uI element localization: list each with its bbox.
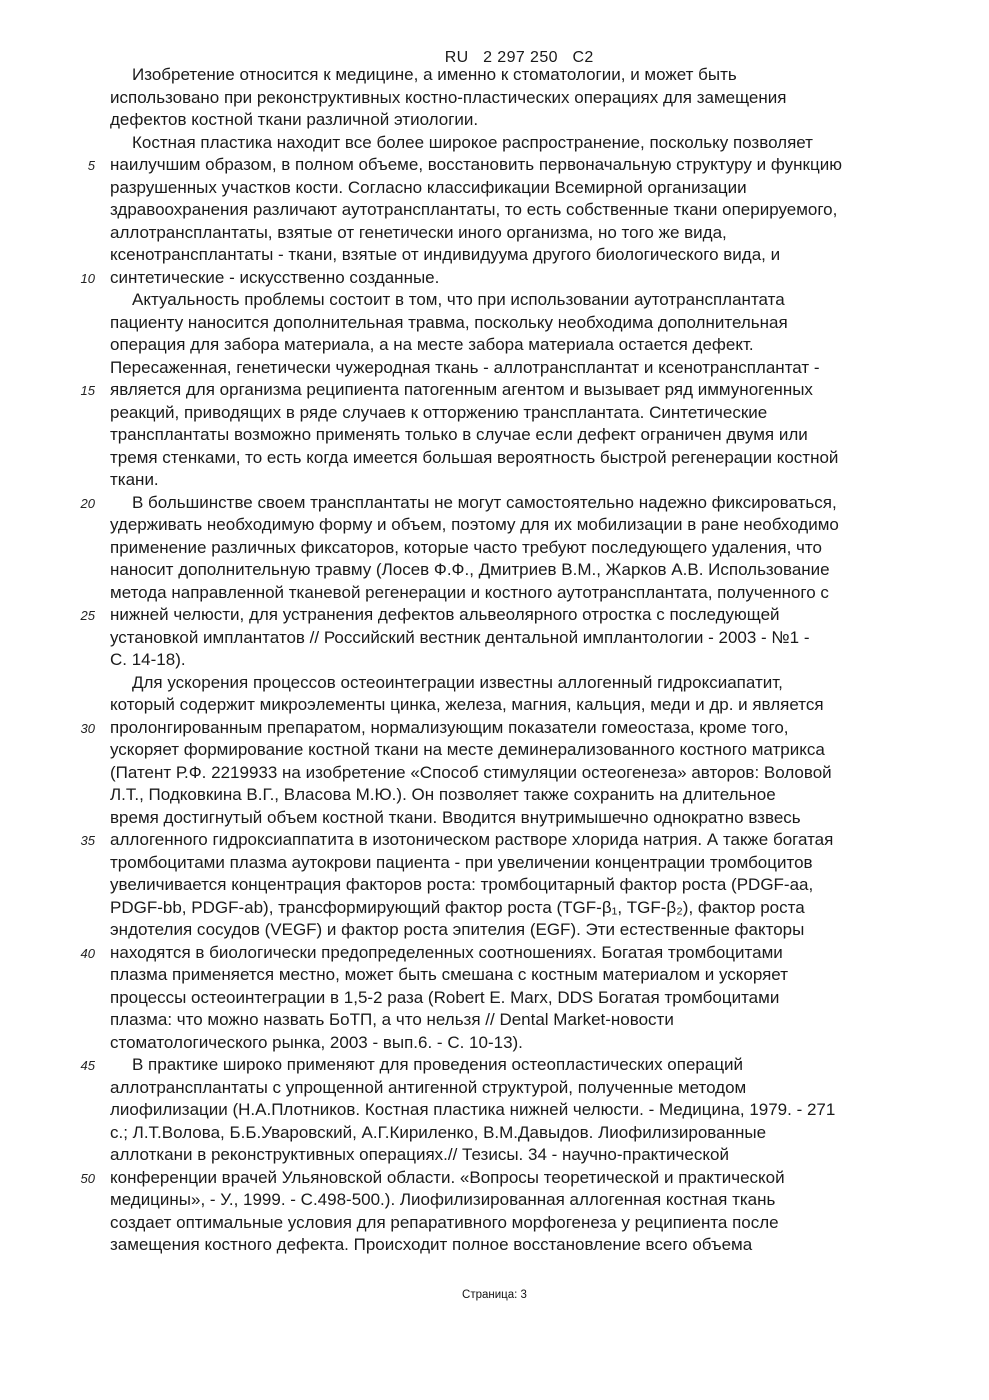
line-text: нижней челюсти, для устранения дефектов альвеолярного отростка с последующей: [110, 605, 780, 624]
line-text: который содержит микроэлементы цинка, железа, магния, кальция, меди и др. и является: [110, 695, 824, 714]
text-line: [110, 312, 892, 335]
line-text: создает оптимальные условия для репаративного морфогенеза у реципиента после: [110, 1212, 779, 1232]
text-line: [110, 87, 892, 110]
text-line: [87, 154, 892, 177]
line-number-marker: 5: [87, 158, 95, 173]
text-line: [110, 919, 892, 942]
text-line: [110, 694, 892, 717]
line-text: В большинстве своем трансплантаты не могут самостоятельно надежно фиксироваться,: [132, 492, 837, 512]
line-text: трансплантаты возможно применять только в случае если дефект ограничен двумя или: [110, 425, 808, 444]
text-line: [110, 649, 892, 672]
text-line: [80, 717, 892, 740]
text-line: [110, 109, 892, 132]
text-line: [110, 559, 892, 582]
text-line: [80, 942, 892, 965]
text-line: [80, 604, 892, 627]
text-line: [110, 289, 892, 312]
page-footer: [0, 1289, 989, 1301]
line-number-marker: 10: [80, 270, 95, 286]
line-text: В практике широко применяют для проведения остеопластических операций: [132, 1055, 744, 1074]
line-text: Для ускорения процессов остеоинтеграции известны аллогенный гидроксиапатит,: [132, 672, 783, 692]
text-line: [110, 1122, 892, 1145]
text-line: [110, 784, 892, 807]
text-line: [110, 64, 892, 87]
line-number-marker: 15: [80, 383, 95, 398]
text-line: [110, 897, 892, 920]
text-line: [110, 1032, 892, 1055]
text-line: [110, 514, 892, 537]
text-line: [110, 469, 892, 492]
line-text: аллотрансплантаты с упрощенной антигенной структурой, полученные методом: [110, 1077, 747, 1097]
line-number-marker: 40: [80, 945, 95, 961]
line-number-marker: 45: [80, 1058, 95, 1073]
text-line: [110, 177, 892, 200]
text-line: [110, 1189, 892, 1212]
line-text: аллотрансплантаты, взятые от генетически иного организма, но того же вида,: [110, 222, 727, 242]
line-number-marker: 20: [80, 495, 95, 511]
line-text: плазма применяется местно, может быть смешана с костным материалом и ускоряет: [110, 965, 788, 984]
line-text: плазма: что можно назвать БоТП, а что нельзя // Dental Market-новости: [110, 1010, 674, 1029]
text-line: [110, 987, 892, 1010]
line-number-marker: 30: [80, 720, 95, 736]
text-line: [80, 379, 892, 402]
text-line: [110, 1099, 892, 1122]
line-number-marker: 35: [80, 833, 95, 848]
line-text: увеличивается концентрация факторов роста: тромбоцитарный фактор роста (PDGF-aa,: [110, 875, 814, 894]
text-line: [110, 1234, 892, 1257]
line-text: тремя стенками, то есть когда имеется большая вероятность быстрой регенерации костной: [110, 447, 839, 467]
line-text: аллоткани в реконструктивных операциях.// Тезисы. 34 - научно-практической: [110, 1145, 729, 1164]
line-text: Актуальность проблемы состоит в том, что при использовании аутотрансплантата: [132, 290, 785, 309]
text-line: [110, 424, 892, 447]
document-text-block: [80, 64, 892, 1257]
line-text: Л.Т., Подковкина В.Г., Власова М.Ю.). Он позволяет также сохранить на длительное: [110, 785, 776, 804]
text-line: [80, 267, 892, 290]
line-text: замещения костного дефекта. Происходит полное восстановление всего объема: [110, 1235, 753, 1254]
text-line: [110, 1212, 892, 1235]
line-text: использовано при реконструктивных костно-пластических операциях для замещения: [110, 87, 787, 107]
line-text: синтетические - искусственно созданные.: [110, 267, 440, 287]
text-line: [110, 132, 892, 155]
text-line: [110, 402, 892, 425]
line-text: установкой имплантатов // Российский вестник дентальной имплантологии - 2003 - №1 -: [110, 627, 810, 647]
line-text: разрушенных участков кости. Согласно классификации Всемирной организации: [110, 177, 747, 197]
text-line: [110, 357, 892, 380]
line-text: метода направленной тканевой регенерации и костного аутотрансплантата, полученного с: [110, 582, 829, 602]
line-text: время достигнутый объем костной ткани. Вводится внутримышечно однократно взвесь: [110, 807, 801, 827]
line-text: ткани.: [110, 470, 159, 489]
line-text: стоматологического рынка, 2003 - вып.6. - С. 10-13).: [110, 1032, 523, 1052]
line-text: является для организма реципиента патогенным агентом и вызывает ряд иммуногенных: [110, 380, 813, 399]
line-text: здравоохранения различают аутотрансплантаты, то есть собственные ткани оперируемого,: [110, 200, 838, 219]
line-text: ускоряет формирование костной ткани на месте деминерализованного костного матрикса: [110, 740, 825, 759]
text-line: [110, 199, 892, 222]
page-number-label: Страница: 3: [462, 1289, 527, 1301]
text-line: [110, 874, 892, 897]
text-line: [110, 1077, 892, 1100]
line-text: процессы остеоинтеграции в 1,5-2 раза (Robert E. Marx, DDS Богатая тромбоцитами: [110, 987, 780, 1007]
line-text: PDGF-bb, PDGF-ab), трансформирующий фактор роста (TGF-β₁, TGF-β₂), фактор роста: [110, 897, 805, 917]
line-text: наилучшим образом, в полном объеме, восстановить первоначальную структуру и функцию: [110, 155, 842, 174]
line-text: Пересаженная, генетически чужеродная ткань - аллотрансплантат и ксенотрансплантат -: [110, 357, 820, 377]
line-text: операция для забора материала, а на месте забора материала остается дефект.: [110, 335, 754, 354]
text-line: [110, 627, 892, 650]
line-text: аллогенного гидроксиаппатита в изотоническом растворе хлорида натрия. А также богатая: [110, 830, 834, 849]
text-line: [110, 537, 892, 560]
line-text: Изобретение относится к медицине, а именно к стоматологии, и может быть: [132, 65, 737, 84]
line-text: удерживать необходимую форму и объем, поэтому для их мобилизации в ране необходимо: [110, 515, 839, 534]
text-line: [110, 964, 892, 987]
text-line: [80, 1054, 892, 1077]
line-text: конференции врачей Ульяновской области. «Вопросы теоретической и практической: [110, 1167, 785, 1187]
text-line: [80, 829, 892, 852]
line-number-marker: 25: [80, 608, 95, 623]
line-text: реакций, приводящих в ряде случаев к отторжению трансплантата. Синтетические: [110, 402, 768, 422]
line-text: ксенотрансплантаты - ткани, взятые от индивидуума другого биологического вида, и: [110, 245, 781, 264]
line-text: медицины», - У., 1999. - С.498-500.). Лиофилизированная аллогенная костная ткань: [110, 1190, 776, 1209]
line-text: лиофилизации (Н.А.Плотников. Костная пластика нижней челюсти. - Медицина, 1979. - 271: [110, 1100, 836, 1119]
line-text: (Патент Р.Ф. 2219933 на изобретение «Способ стимуляции остеогенеза» авторов: Воловой: [110, 762, 832, 782]
text-line: [110, 852, 892, 875]
line-text: тромбоцитами плазма аутокрови пациента - при увеличении концентрации тромбоцитов: [110, 852, 813, 872]
line-text: пациенту наносится дополнительная травма, поскольку необходима дополнительная: [110, 312, 788, 332]
text-line: [110, 739, 892, 762]
text-line: [110, 1009, 892, 1032]
text-line: [80, 1167, 892, 1190]
line-text: наносит дополнительную травму (Лосев Ф.Ф., Дмитриев В.М., Жарков А.В. Использование: [110, 560, 830, 579]
text-line: [110, 222, 892, 245]
line-text: дефектов костной ткани различной этиологии.: [110, 110, 479, 129]
line-text: эндотелия сосудов (VEGF) и фактор роста эпителия (EGF). Эти естественные факторы: [110, 920, 805, 939]
text-line: [110, 334, 892, 357]
line-text: находятся в биологически предопределенных соотношениях. Богатая тромбоцитами: [110, 942, 783, 962]
text-line: [110, 447, 892, 470]
publication-number: RU 2 297 250 C2: [444, 49, 594, 66]
line-text: пролонгированным препаратом, нормализующим показатели гомеостаза, кроме того,: [110, 717, 789, 737]
text-line: [110, 807, 892, 830]
line-text: Костная пластика находит все более широкое распространение, поскольку позволяет: [132, 132, 813, 152]
text-line: [110, 1144, 892, 1167]
line-number-marker: 50: [80, 1170, 95, 1186]
text-line: [110, 582, 892, 605]
text-line: [110, 244, 892, 267]
line-text: применение различных фиксаторов, которые часто требуют последующего удаления, что: [110, 537, 822, 557]
text-line: [110, 762, 892, 785]
text-line: [80, 492, 892, 515]
line-text: С. 14-18).: [110, 650, 186, 669]
line-text: с.; Л.Т.Волова, Б.Б.Уваровский, А.Г.Кириленко, В.М.Давыдов. Лиофилизированные: [110, 1122, 767, 1142]
text-line: [110, 672, 892, 695]
